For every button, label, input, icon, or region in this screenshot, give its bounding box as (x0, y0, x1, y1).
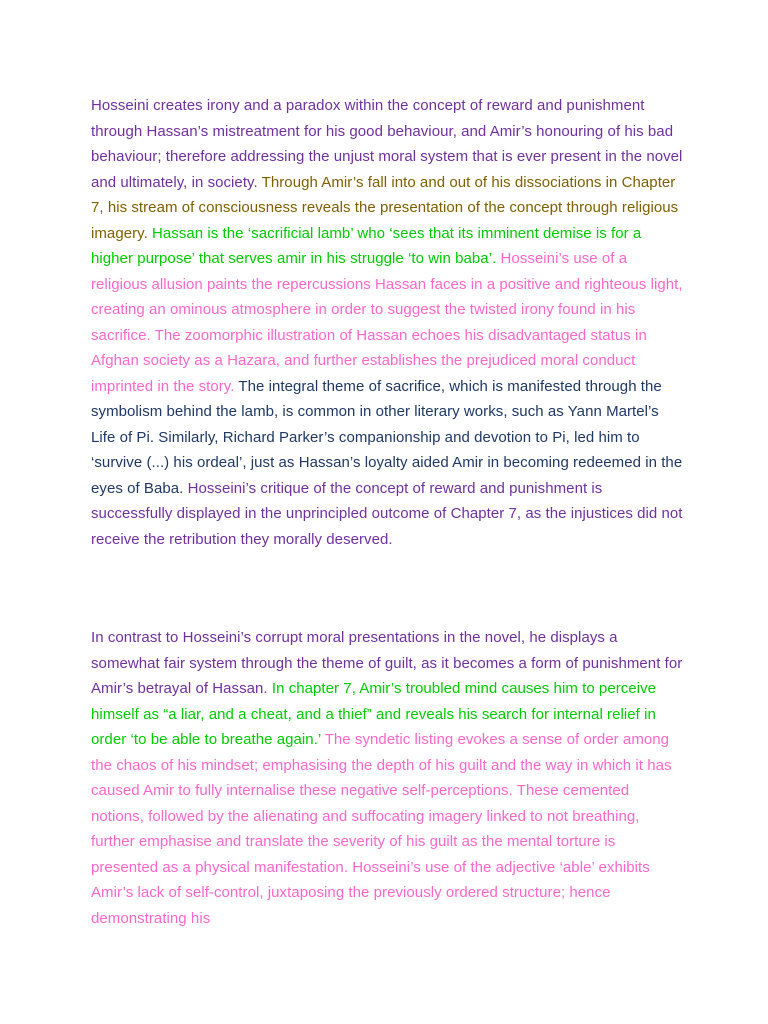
text-segment: In chapter 7, Amir’s troubled mind causes him to perceive himself as “a liar, and a cheat, and a thief” and reveals his search for internal relief in order ‘to be able to breathe again.’ (91, 680, 657, 748)
text-segment: The integral theme of sacrifice, which is manifested through the symbolism behind the lamb, is common in other literary works, such as Yann Martel’s Life of Pi. Similarly, Richard Parker’s companionship and devotion to Pi, led him to ‘survive (...) his ordeal’, just as Hassan’s loyalty aided Amir in becoming redeemed in the eyes of Baba. (91, 377, 683, 497)
text-segment: The syndetic listing evokes a sense of order among the chaos of his mindset; emphasising the depth of his guilt and the way in which it has caused Amir to fully internalise these negative self-perceptions. These cemented notions, followed by the alienating and suffocating imagery linked to not breathing, further emphasise and translate the severity of his guilt as the mental torture is presented as a physical manifestation. Hosseini’s use of the adjective ‘able’ exhibits Amir’s lack of self-control, juxtaposing the previously ordered structure; hence demonstrating his (91, 731, 672, 927)
text-segment: Hosseini creates irony and a paradox within the concept of reward and punishment through Hassan’s mistreatment for his good behaviour, and Amir’s honouring of his bad behaviour; therefore addressing the unjust moral system that is ever present in the novel and ultimately, in society. (91, 97, 683, 191)
text-segment: Through Amir’s fall into and out of his dissociations in Chapter 7, his stream of consciousness reveals the presentation of the concept through religious imagery. (91, 173, 679, 242)
paragraph-guilt (91, 625, 686, 931)
text-segment: Hosseini’s use of a religious allusion paints the repercussions Hassan faces in a positive and righteous light, creating an ominous atmosphere in order to suggest the twisted irony found in his sacrifice. The zoomorphic illustration of Hassan echoes his disadvantaged status in Afghan society as a Hazara, and further establishes the prejudiced moral conduct imprinted in the story. (91, 250, 683, 395)
text-segment: Hosseini’s critique of the concept of reward and punishment is successfully displayed in the unprincipled outcome of Chapter 7, as the injustices did not receive the retribution they morally deserved. (91, 479, 683, 548)
text-segment: Hassan is the ‘sacrificial lamb’ who ‘sees that its imminent demise is for a higher purpose’ that serves amir in his struggle ‘to win baba’. (91, 224, 642, 267)
paragraph-reward-and-punishment (91, 93, 686, 552)
text-segment: In contrast to Hosseini’s corrupt moral presentations in the novel, he displays a somewhat fair system through the theme of guilt, as it becomes a form of punishment for Amir’s betrayal of Hassan. (91, 629, 683, 697)
